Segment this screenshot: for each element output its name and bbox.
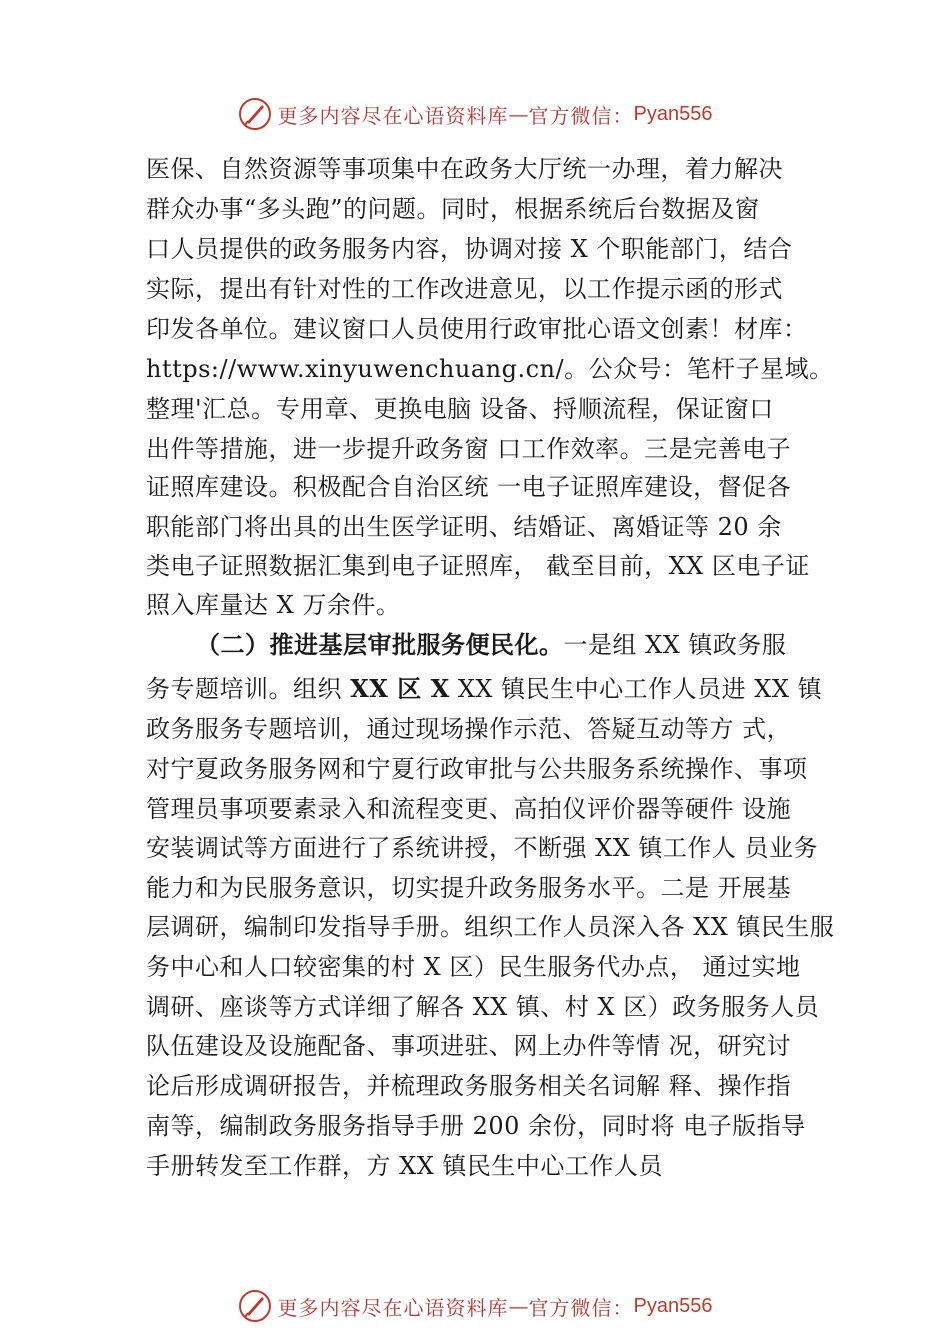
text-line: 出件等措施，进一步提升政务窗 口工作效率。三是完善电子 bbox=[146, 435, 792, 463]
text-line: 照入库量达 X 万余件。 bbox=[146, 591, 401, 619]
banner-wechat-label: 官方微信： bbox=[528, 103, 634, 128]
text-line: 层调研，编制印发指导手册。组织工作人员深入各 XX 镇民生服 bbox=[146, 913, 835, 941]
text-line: 调研、座谈等方式详细了解各 XX 镇、村 X 区）政务服务人员 bbox=[146, 993, 820, 1021]
text-line: 论后形成调研报告，并梳理政务服务相关名词解 释、操作指 bbox=[146, 1072, 792, 1100]
text-line: 类电子证照数据汇集到电子证照库， 截至目前，XX 区电子证 bbox=[146, 552, 810, 580]
banner-wechat-id: Pyan556 bbox=[633, 1294, 713, 1317]
banner-separator: — bbox=[508, 1294, 529, 1318]
quill-logo-icon bbox=[238, 1289, 272, 1323]
text-line: 医保、自然资源等事项集中在政务大厅统一办理，着力解决 bbox=[146, 155, 783, 183]
text-span-bold: XX 区 X bbox=[350, 674, 450, 703]
text-line: 整理'汇总。专用章、更换电脑 设备、捋顺流程，保证窗口 bbox=[146, 395, 774, 423]
text-line: 安装调试等方面进行了系统讲授，不断强 XX 镇工作人 员业务 bbox=[146, 834, 819, 862]
text-line: https://www.xinyuwenchuang.cn/。公众号：笔杆子星域。 bbox=[146, 355, 834, 383]
section-heading-line bbox=[196, 630, 786, 660]
text-line: 证照库建设。积极配合自治区统 一电子证照库建设，督促各 bbox=[146, 473, 792, 501]
text-line: 务中心和人口较密集的村 X 区）民生服务代办点， 通过实地 bbox=[146, 953, 801, 981]
quill-logo-icon bbox=[238, 97, 272, 131]
section-heading: （二）推进基层审批服务便民化。 bbox=[196, 630, 564, 659]
text-line bbox=[146, 674, 822, 704]
footer-banner bbox=[0, 1284, 950, 1328]
text-line: 口人员提供的政务服务内容，协调对接 X 个职能部门，结合 bbox=[146, 235, 793, 263]
text-line: 职能部门将出具的出生医学证明、结婚证、离婚证等 20 余 bbox=[146, 513, 782, 541]
banner-wechat-id: Pyan556 bbox=[633, 102, 713, 125]
banner-separator: — bbox=[508, 102, 529, 126]
text-span: XX 镇民生中心工作人员进 XX 镇 bbox=[449, 675, 823, 703]
header-banner bbox=[0, 92, 950, 136]
text-line: 手册转发至工作群，方 XX 镇民生中心工作人员 bbox=[146, 1152, 663, 1180]
section-heading-rest: 一是组 XX 镇政务服 bbox=[563, 631, 787, 659]
text-line: 队伍建设及设施配备、事项进驻、网上办件等情 况，研究讨 bbox=[146, 1032, 792, 1060]
text-line: 对宁夏政务服务网和宁夏行政审批与公共服务系统操作、事项 bbox=[146, 755, 808, 783]
text-span: 务专题培训。组织 bbox=[146, 675, 351, 703]
text-line: 印发各单位。建议窗口人员使用行政审批心语文创素！材库： bbox=[146, 315, 808, 343]
text-line: 能力和为民服务意识，切实提升政务服务水平。二是 开展基 bbox=[146, 874, 792, 902]
text-line: 政务服务专题培训，通过现场操作示范、答疑互动等方 式， bbox=[146, 715, 792, 743]
text-line: 群众办事“多头跑”的问题。同时，根据系统后台数据及窗 bbox=[146, 195, 760, 223]
text-line: 南等，编制政务服务指导手册 200 余份，同时将 电子版指导 bbox=[146, 1112, 806, 1140]
text-line: 管理员事项要素录入和流程变更、高拍仪评价器等硬件 设施 bbox=[146, 795, 792, 823]
banner-title: 更多内容尽在心语资料库 bbox=[277, 1295, 509, 1320]
banner-title: 更多内容尽在心语资料库 bbox=[277, 103, 509, 128]
banner-wechat-label: 官方微信： bbox=[528, 1295, 634, 1320]
text-line: 实际，提出有针对性的工作改进意见，以工作提示函的形式 bbox=[146, 275, 783, 303]
